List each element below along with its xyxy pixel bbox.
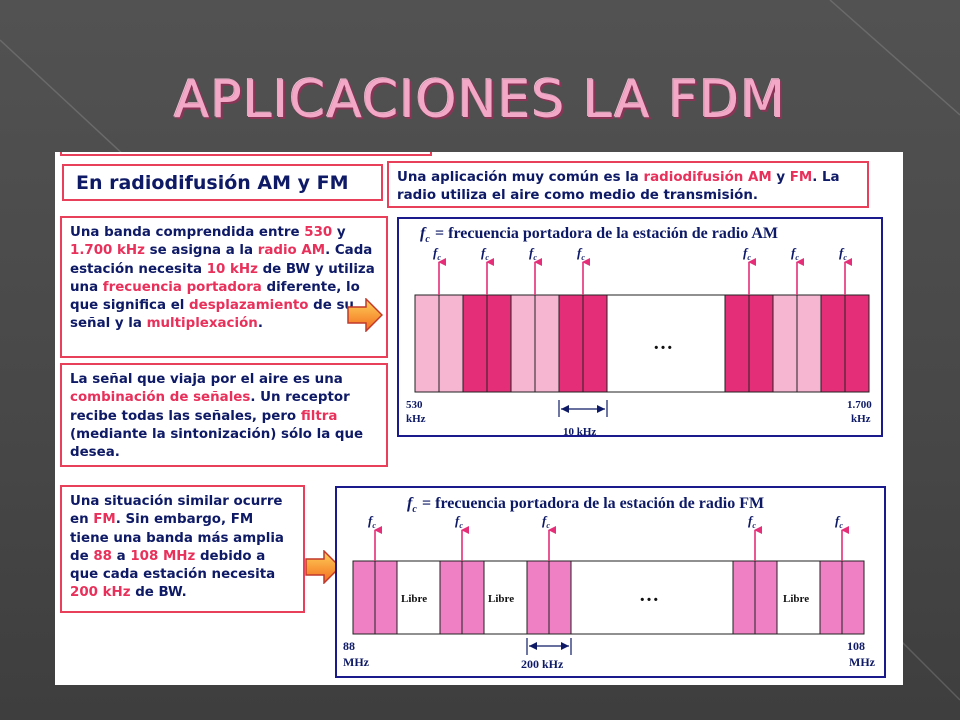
svg-text:fc: $f_c$	[743, 245, 751, 262]
svg-text:MHz: MHz	[849, 655, 875, 669]
svg-text:fc: $f_c$	[433, 245, 441, 262]
svg-text:kHz: kHz	[851, 413, 871, 425]
slide-title: APLICACIONES LA FDM	[173, 70, 787, 130]
content-panel	[55, 152, 903, 685]
am-fc-legend-text: = frecuencia portadora de la estación de radio AM	[435, 225, 778, 242]
svg-text:108: 108	[847, 639, 865, 653]
svg-text:530: 530	[406, 399, 423, 411]
svg-text:fc: $f_c$	[835, 513, 843, 530]
svg-text:Libre: Libre	[783, 593, 810, 605]
svg-text:Libre: Libre	[488, 593, 515, 605]
am-band-text: Una banda comprendida entre 530 y 1.700 kHz se asigna a la radio AM. Cada estación necesita 10 kHz de BW y utiliza una frecuencia portadora diferente, lo que significa el desplazamiento de su señal y la multiplexación.	[60, 216, 388, 358]
svg-text:fc: $f_c$	[368, 513, 376, 530]
fm-fc-legend-text: = frecuencia portadora de la estación de radio FM	[422, 495, 765, 512]
am-signal-text: La señal que viaja por el aire es una combinación de señales. Un receptor recibe todas las señales, pero filtra (mediante la sintonización) sólo la que desea.	[60, 363, 388, 467]
svg-text:200 kHz: 200 kHz	[521, 657, 564, 671]
svg-text:Libre: Libre	[401, 593, 428, 605]
am-fm-heading: En radiodifusión AM y FM	[62, 164, 383, 201]
svg-text:fc: $f_c$	[481, 245, 489, 262]
svg-text:fc: $f_c$	[529, 245, 537, 262]
svg-text:1.700: 1.700	[847, 399, 872, 411]
svg-text:fc: $f_c$	[577, 245, 585, 262]
svg-text:fc: $f_c$	[791, 245, 799, 262]
svg-text:10 kHz: 10 kHz	[563, 426, 597, 438]
fm-spectrum-diagram	[55, 152, 903, 685]
svg-text:fc: $f_c$	[542, 513, 550, 530]
fm-text: Una situación similar ocurre en FM. Sin embargo, FM tiene una banda más amplia de 88 a 108 MHz debido a que cada estación necesita 200 kHz de BW.	[60, 485, 305, 613]
fm-ellipsis: …	[639, 584, 659, 606]
svg-text:kHz: kHz	[406, 413, 426, 425]
svg-text:88: 88	[343, 639, 355, 653]
intro-text: Una aplicación muy común es la radiodifusión AM y FM. La radio utiliza el aire como medio de transmisión.	[387, 161, 869, 208]
svg-text:fc: $f_c$	[839, 245, 847, 262]
am-ellipsis: …	[653, 332, 673, 354]
svg-text:MHz: MHz	[343, 655, 369, 669]
fc-symbol: $f_c$	[420, 225, 430, 245]
svg-text:fc: $f_c$	[748, 513, 756, 530]
svg-text:fc: $f_c$	[455, 513, 463, 530]
svg-text:fc: $f_c$	[407, 495, 417, 515]
